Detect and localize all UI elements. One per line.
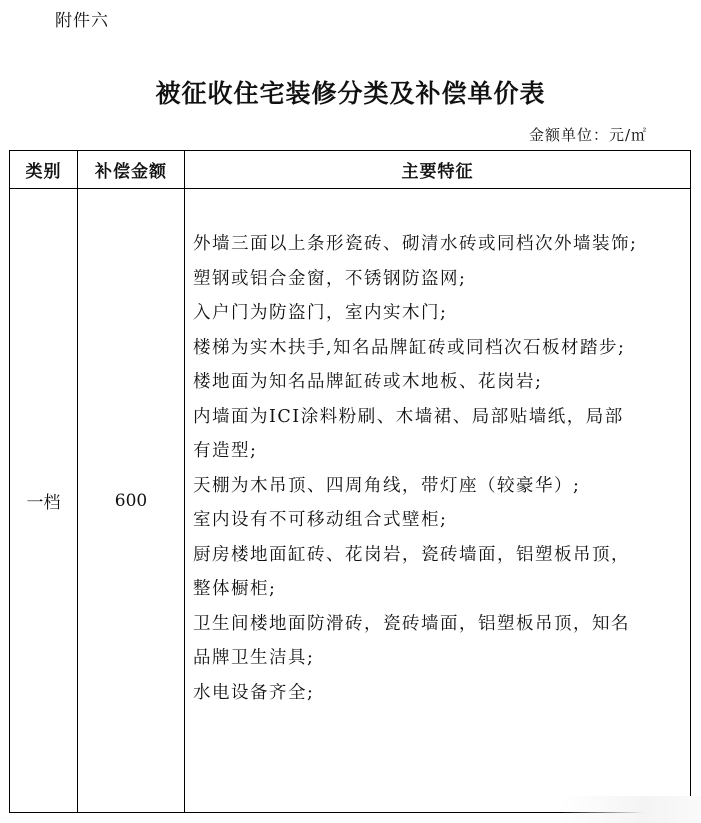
attachment-label: 附件六 [55, 11, 109, 31]
unit-note: 金额单位：元/㎡ [528, 126, 647, 144]
feature-line: 天棚为木吊顶、四周角线，带灯座（较豪华）; [193, 475, 581, 496]
header-category: 类别 [10, 151, 78, 189]
feature-line: 塑钢或铝合金窗，不锈钢防盗网; [193, 268, 467, 289]
header-features: 主要特征 [185, 151, 691, 189]
feature-line: 室内设有不可移动组合式壁柜; [193, 510, 448, 530]
feature-line: 外墙三面以上条形瓷砖、砌清水砖或同档次外墙装饰; [193, 234, 638, 254]
table-row [10, 189, 691, 813]
feature-line: 厨房楼地面缸砖、花岗岩，瓷砖墙面，铝塑板吊顶， [193, 544, 630, 565]
feature-line: 入户门为防盗门，室内实木门; [193, 303, 448, 323]
feature-line: 有造型; [193, 441, 258, 461]
page-title: 被征收住宅装修分类及补偿单价表 [155, 79, 546, 108]
feature-line: 水电设备齐全; [193, 682, 315, 703]
feature-line: 品牌卫生洁具; [193, 648, 315, 668]
feature-list [193, 227, 690, 710]
feature-line: 整体橱柜; [193, 579, 277, 599]
row-amount: 600 [78, 189, 185, 813]
row-category: 一档 [10, 189, 78, 813]
compensation-table [9, 150, 691, 813]
feature-line: 楼地面为知名品牌缸砖或木地板、花岗岩; [193, 372, 543, 392]
feature-line: 卫生间楼地面防滑砖，瓷砖墙面，铝塑板吊顶，知名 [193, 613, 630, 634]
corner-watermark-fade [560, 796, 701, 823]
row-features [185, 189, 691, 813]
feature-line: 内墙面为ICI涂料粉刷、木墙裙、局部贴墙纸，局部 [193, 406, 624, 427]
feature-line: 楼梯为实木扶手,知名品牌缸砖或同档次石板材踏步; [193, 337, 626, 358]
table-header-row [10, 151, 691, 189]
header-amount: 补偿金额 [78, 151, 185, 189]
